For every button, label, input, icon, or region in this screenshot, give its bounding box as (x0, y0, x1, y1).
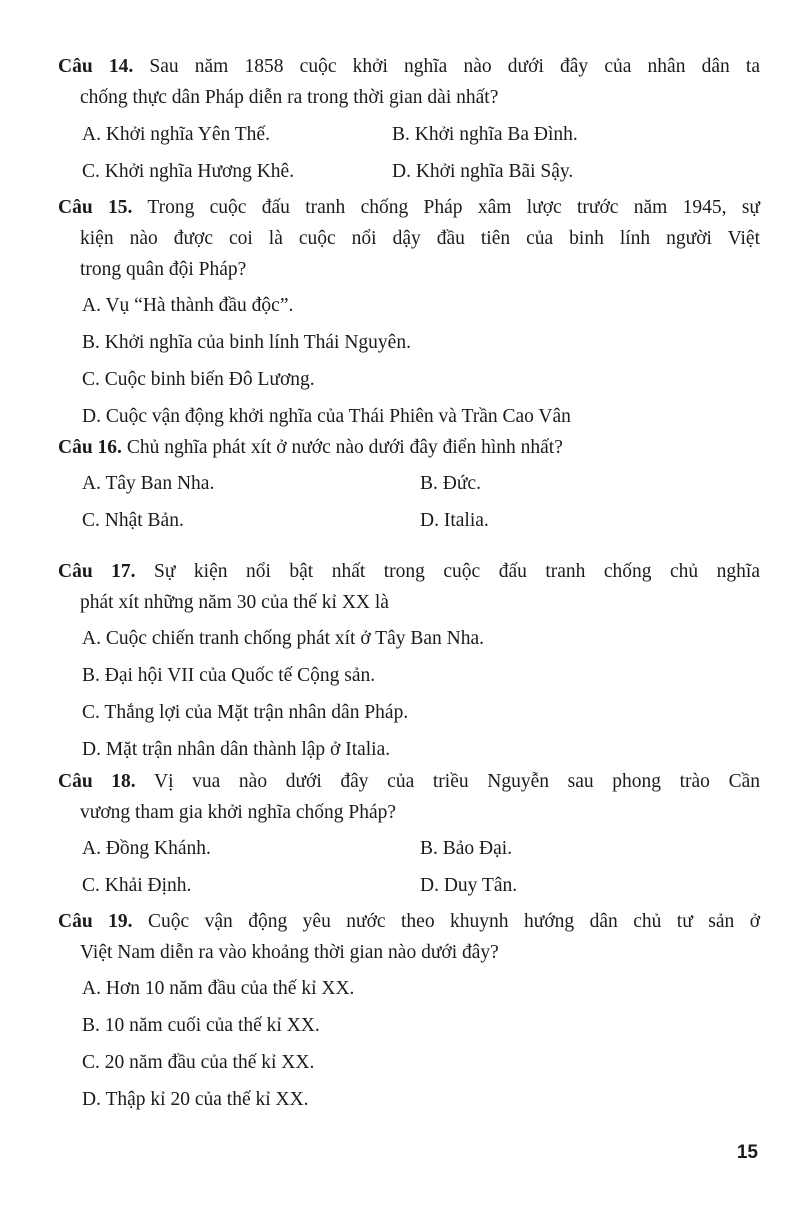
question-label: Câu 14. (58, 56, 134, 77)
page-number: 15 (736, 1142, 758, 1163)
question-17 (58, 556, 760, 768)
question-stem: Câu 17. Sự kiện nổi bật nhất trong cuộc đấu tranh chống chủ nghĩa phát xít những năm 30 của thế kỉ XX là (58, 561, 760, 613)
question-16 (58, 432, 760, 539)
option-a: A. Vụ “Hà thành đầu độc”. (82, 294, 294, 316)
question-label: Câu 16. (58, 437, 122, 458)
question-label: Câu 17. (58, 561, 136, 582)
option-b: B. 10 năm cuối của thế kỉ XX. (82, 1014, 320, 1036)
option-c: C. 20 năm đầu của thế kỉ XX. (82, 1051, 315, 1073)
question-19 (58, 906, 760, 1118)
option-b: B. Đức. (420, 472, 481, 494)
option-d: D. Mặt trận nhân dân thành lập ở Italia. (82, 738, 391, 760)
option-a: A. Đồng Khánh. (82, 837, 211, 859)
option-b: B. Khởi nghĩa Ba Đình. (392, 123, 578, 145)
option-d: D. Duy Tân. (420, 874, 518, 896)
option-d: D. Cuộc vận động khởi nghĩa của Thái Phiên và Trần Cao Vân (82, 405, 571, 427)
option-c: C. Khải Định. (82, 874, 192, 896)
option-b: B. Đại hội VII của Quốc tế Cộng sản. (82, 664, 376, 686)
question-14 (58, 51, 760, 190)
option-d: D. Thập kỉ 20 của thế kỉ XX. (82, 1088, 309, 1110)
question-stem: Câu 19. Cuộc vận động yêu nước theo khuynh hướng dân chủ tư sản ở Việt Nam diễn ra vào khoảng thời gian nào dưới đây? (58, 911, 761, 963)
option-c: C. Cuộc binh biến Đô Lương. (82, 368, 315, 390)
option-a: A. Khởi nghĩa Yên Thế. (82, 123, 270, 145)
question-stem: Câu 15. Trong cuộc đấu tranh chống Pháp xâm lược trước năm 1945, sự kiện nào được coi là cuộc nổi dậy đầu tiên của binh lính người Việt trong quân đội Pháp? (58, 197, 761, 280)
option-a: A. Hơn 10 năm đầu của thế kỉ XX. (82, 977, 355, 999)
question-label: Câu 15. (58, 197, 133, 218)
option-c: C. Nhật Bản. (82, 509, 184, 531)
question-stem: Câu 14. Sau năm 1858 cuộc khởi nghĩa nào dưới đây của nhân dân ta chống thực dân Pháp diễn ra trong thời gian dài nhất? (58, 56, 760, 108)
question-18 (58, 766, 760, 904)
question-15 (58, 192, 760, 435)
option-a: A. Tây Ban Nha. (82, 472, 215, 494)
option-d: D. Khởi nghĩa Bãi Sậy. (392, 160, 574, 182)
option-c: C. Khởi nghĩa Hương Khê. (82, 160, 295, 182)
question-stem: Câu 18. Vị vua nào dưới đây của triều Nguyễn sau phong trào Cần vương tham gia khởi nghĩa chống Pháp? (58, 771, 760, 823)
option-a: A. Cuộc chiến tranh chống phát xít ở Tây Ban Nha. (82, 627, 485, 649)
question-label: Câu 18. (58, 771, 136, 792)
option-b: B. Bảo Đại. (420, 837, 513, 859)
option-b: B. Khởi nghĩa của binh lính Thái Nguyên. (82, 331, 411, 353)
option-d: D. Italia. (420, 509, 489, 531)
option-c: C. Thắng lợi của Mặt trận nhân dân Pháp. (82, 701, 409, 723)
question-label: Câu 19. (58, 911, 133, 932)
question-stem: Câu 16. Chủ nghĩa phát xít ở nước nào dưới đây điển hình nhất? (58, 437, 563, 458)
